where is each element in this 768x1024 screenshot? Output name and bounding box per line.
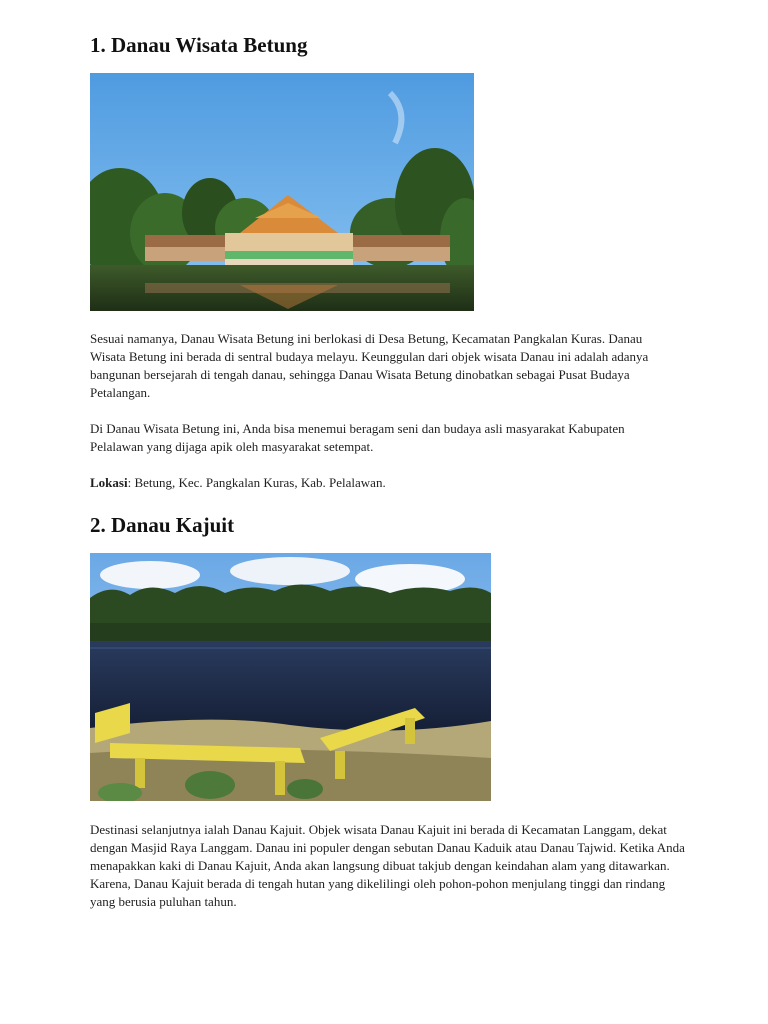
location-label: Lokasi [90,475,128,490]
paragraph-kajuit-intro: Destinasi selanjutnya ialah Danau Kajuit. Objek wisata Danau Kajuit ini berada di Kecamatan Langgam, dekat dengan Masjid Raya Langgam. Danau ini populer dengan sebutan Danau Kaduik atau Danau Tajwid. Ketika Anda menapakkan kaki di Danau Kajuit, Anda akan langsung dibuat takjub dengan keindahan alam yang ditawarkan. Karena, Danau Kajuit berada di tengah hutan yang dikelilingi oleh pohon-pohon menjulang tinggi dan rindang yang berusia puluhan tahun. [90,822,685,909]
paragraph-betung-culture: Di Danau Wisata Betung ini, Anda bisa menemui beragam seni dan budaya asli masyarakat Kabupaten Pelalawan yang dijaga apik oleh masyarakat setempat. [90,421,625,454]
photo-danau-wisata-betung [90,73,474,311]
paragraph-betung-location [90,474,680,492]
paragraph-betung-intro: Sesuai namanya, Danau Wisata Betung ini berlokasi di Desa Betung, Kecamatan Pangkalan Kuras. Danau Wisata Betung ini berada di sentral budaya melayu. Keunggulan dari objek wisata Danau ini adalah adanya bangunan bersejarah di tengah danau, sehingga Danau Wisata Betung dinobatkan sebagai Pusat Budaya Petalangan. [90,331,649,400]
section-heading-kajuit: 2. Danau Kajuit [90,513,235,537]
section-heading-betung: 1. Danau Wisata Betung [90,33,308,57]
location-text: : Betung, Kec. Pangkalan Kuras, Kab. Pelalawan. [127,475,386,490]
photo-danau-kajuit [90,553,491,801]
